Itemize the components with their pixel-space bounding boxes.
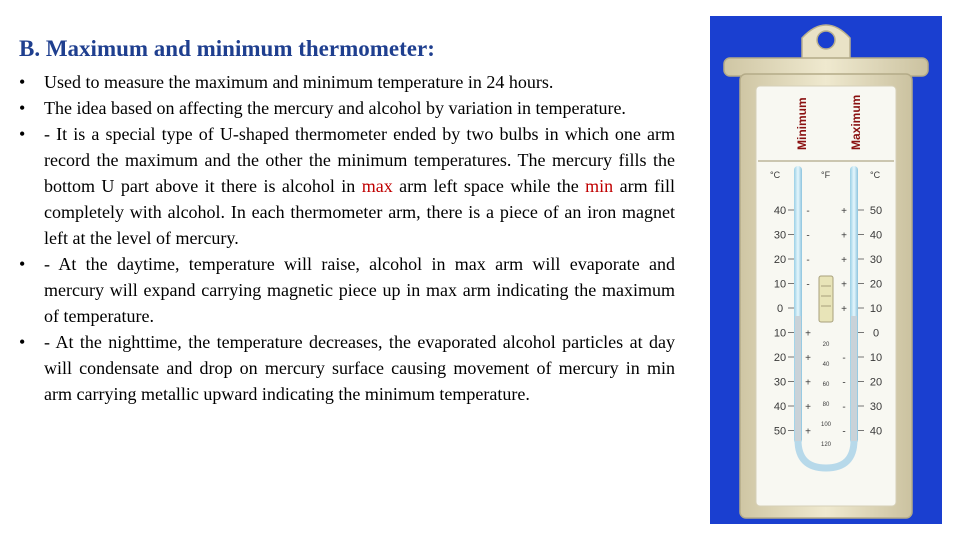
scale-sign-right: - (842, 426, 846, 438)
scale-sign-right: + (841, 206, 847, 217)
reset-slider (819, 276, 833, 322)
scale-sign-right: - (842, 402, 846, 413)
scale-number-right: 10 (869, 303, 883, 315)
scale-number-f: 20 (822, 342, 830, 348)
scale-number-right: 20 (869, 278, 883, 291)
scale-number-left: 0 (776, 303, 784, 315)
scale-number-left: 40 (773, 205, 787, 217)
scale-number-right: 30 (869, 401, 883, 413)
bullet-item: • The idea based on affecting the mercury and alcohol by variation in temperature. (19, 95, 675, 121)
slide-title: B. Maximum and minimum thermometer: (19, 36, 435, 61)
highlight-min: min (585, 176, 614, 196)
highlight-max: max (361, 176, 393, 196)
scale-number-left: 10 (773, 327, 787, 340)
scale-sign-right: + (841, 230, 847, 242)
scale-sign-left: + (805, 353, 811, 364)
scale-number-right: 0 (872, 327, 880, 340)
scale-number-right: 20 (869, 376, 883, 389)
scale-sign-left: - (806, 279, 810, 291)
scale-number-left: 10 (773, 278, 787, 291)
scale-number-right: 40 (869, 425, 883, 438)
scale-sign-right: + (841, 304, 847, 315)
scale-number-right: 50 (869, 205, 883, 217)
hanger-hole (817, 31, 835, 49)
scale-sign-left: - (806, 255, 810, 266)
bullet-list (19, 69, 675, 407)
scale-number-right: 30 (869, 254, 883, 266)
min-mercury (795, 316, 801, 441)
unit-f: °F (821, 170, 831, 180)
scale-sign-left: + (805, 402, 811, 413)
scale-sign-right: + (841, 279, 847, 291)
scale-sign-right: - (842, 353, 846, 364)
bullet-item: • - It is a special type of U-shaped thermometer ended by two bulbs in which one arm record the maximum and the other the minimum temperatures. The mercury fills the bottom U part above it there is alcohol in max arm left space while the min arm fill completely with alcohol. In each thermometer arm, there is a piece of an iron magnet left at the level of mercury. (19, 121, 675, 251)
bullet-item: • - At the daytime, temperature will raise, alcohol in max arm will evaporate and mercury will expand carrying magnetic piece up in max arm indicating the maximum of temperature. (19, 251, 675, 329)
unit-c-left: °C (770, 170, 781, 180)
scale-number-left: 30 (773, 229, 787, 242)
thermometer-photo (710, 16, 942, 524)
bullet-item: • Used to measure the maximum and minimum temperature in 24 hours. (19, 69, 675, 95)
scale-number-f: 100 (820, 422, 832, 428)
scale-number-f: 40 (822, 362, 830, 368)
scale-sign-right: - (842, 377, 846, 389)
scale-number-left: 30 (773, 376, 787, 389)
scale-sign-left: - (806, 230, 810, 242)
scale-number-left: 40 (773, 401, 787, 413)
scale-sign-right: + (841, 255, 847, 266)
unit-c-right: °C (870, 170, 881, 180)
thermometer-illustration (710, 16, 942, 524)
scale-number-left: 20 (773, 352, 787, 364)
max-mercury (851, 316, 857, 441)
minimum-label: Minimum (795, 97, 809, 150)
scale-number-left: 20 (773, 254, 787, 266)
scale-number-f: 60 (822, 382, 830, 388)
bullet-item: • - At the nighttime, the temperature decreases, the evaporated alcohol particles at day will condensate and drop on mercury surface causing movement of mercury in min arm carrying metallic upward indicating the minimum temperature. (19, 329, 675, 407)
scale-number-f: 80 (822, 402, 830, 408)
scale-sign-left: - (806, 206, 810, 217)
scale-sign-left: + (805, 426, 811, 438)
scale-number-right: 10 (869, 352, 883, 364)
maximum-label: Maximum (849, 94, 863, 150)
scale-number-left: 50 (773, 425, 787, 438)
scale-number-f: 120 (820, 442, 832, 448)
scale-number-right: 40 (869, 229, 883, 242)
scale-sign-left: + (805, 328, 811, 340)
scale-sign-left: + (805, 377, 811, 389)
